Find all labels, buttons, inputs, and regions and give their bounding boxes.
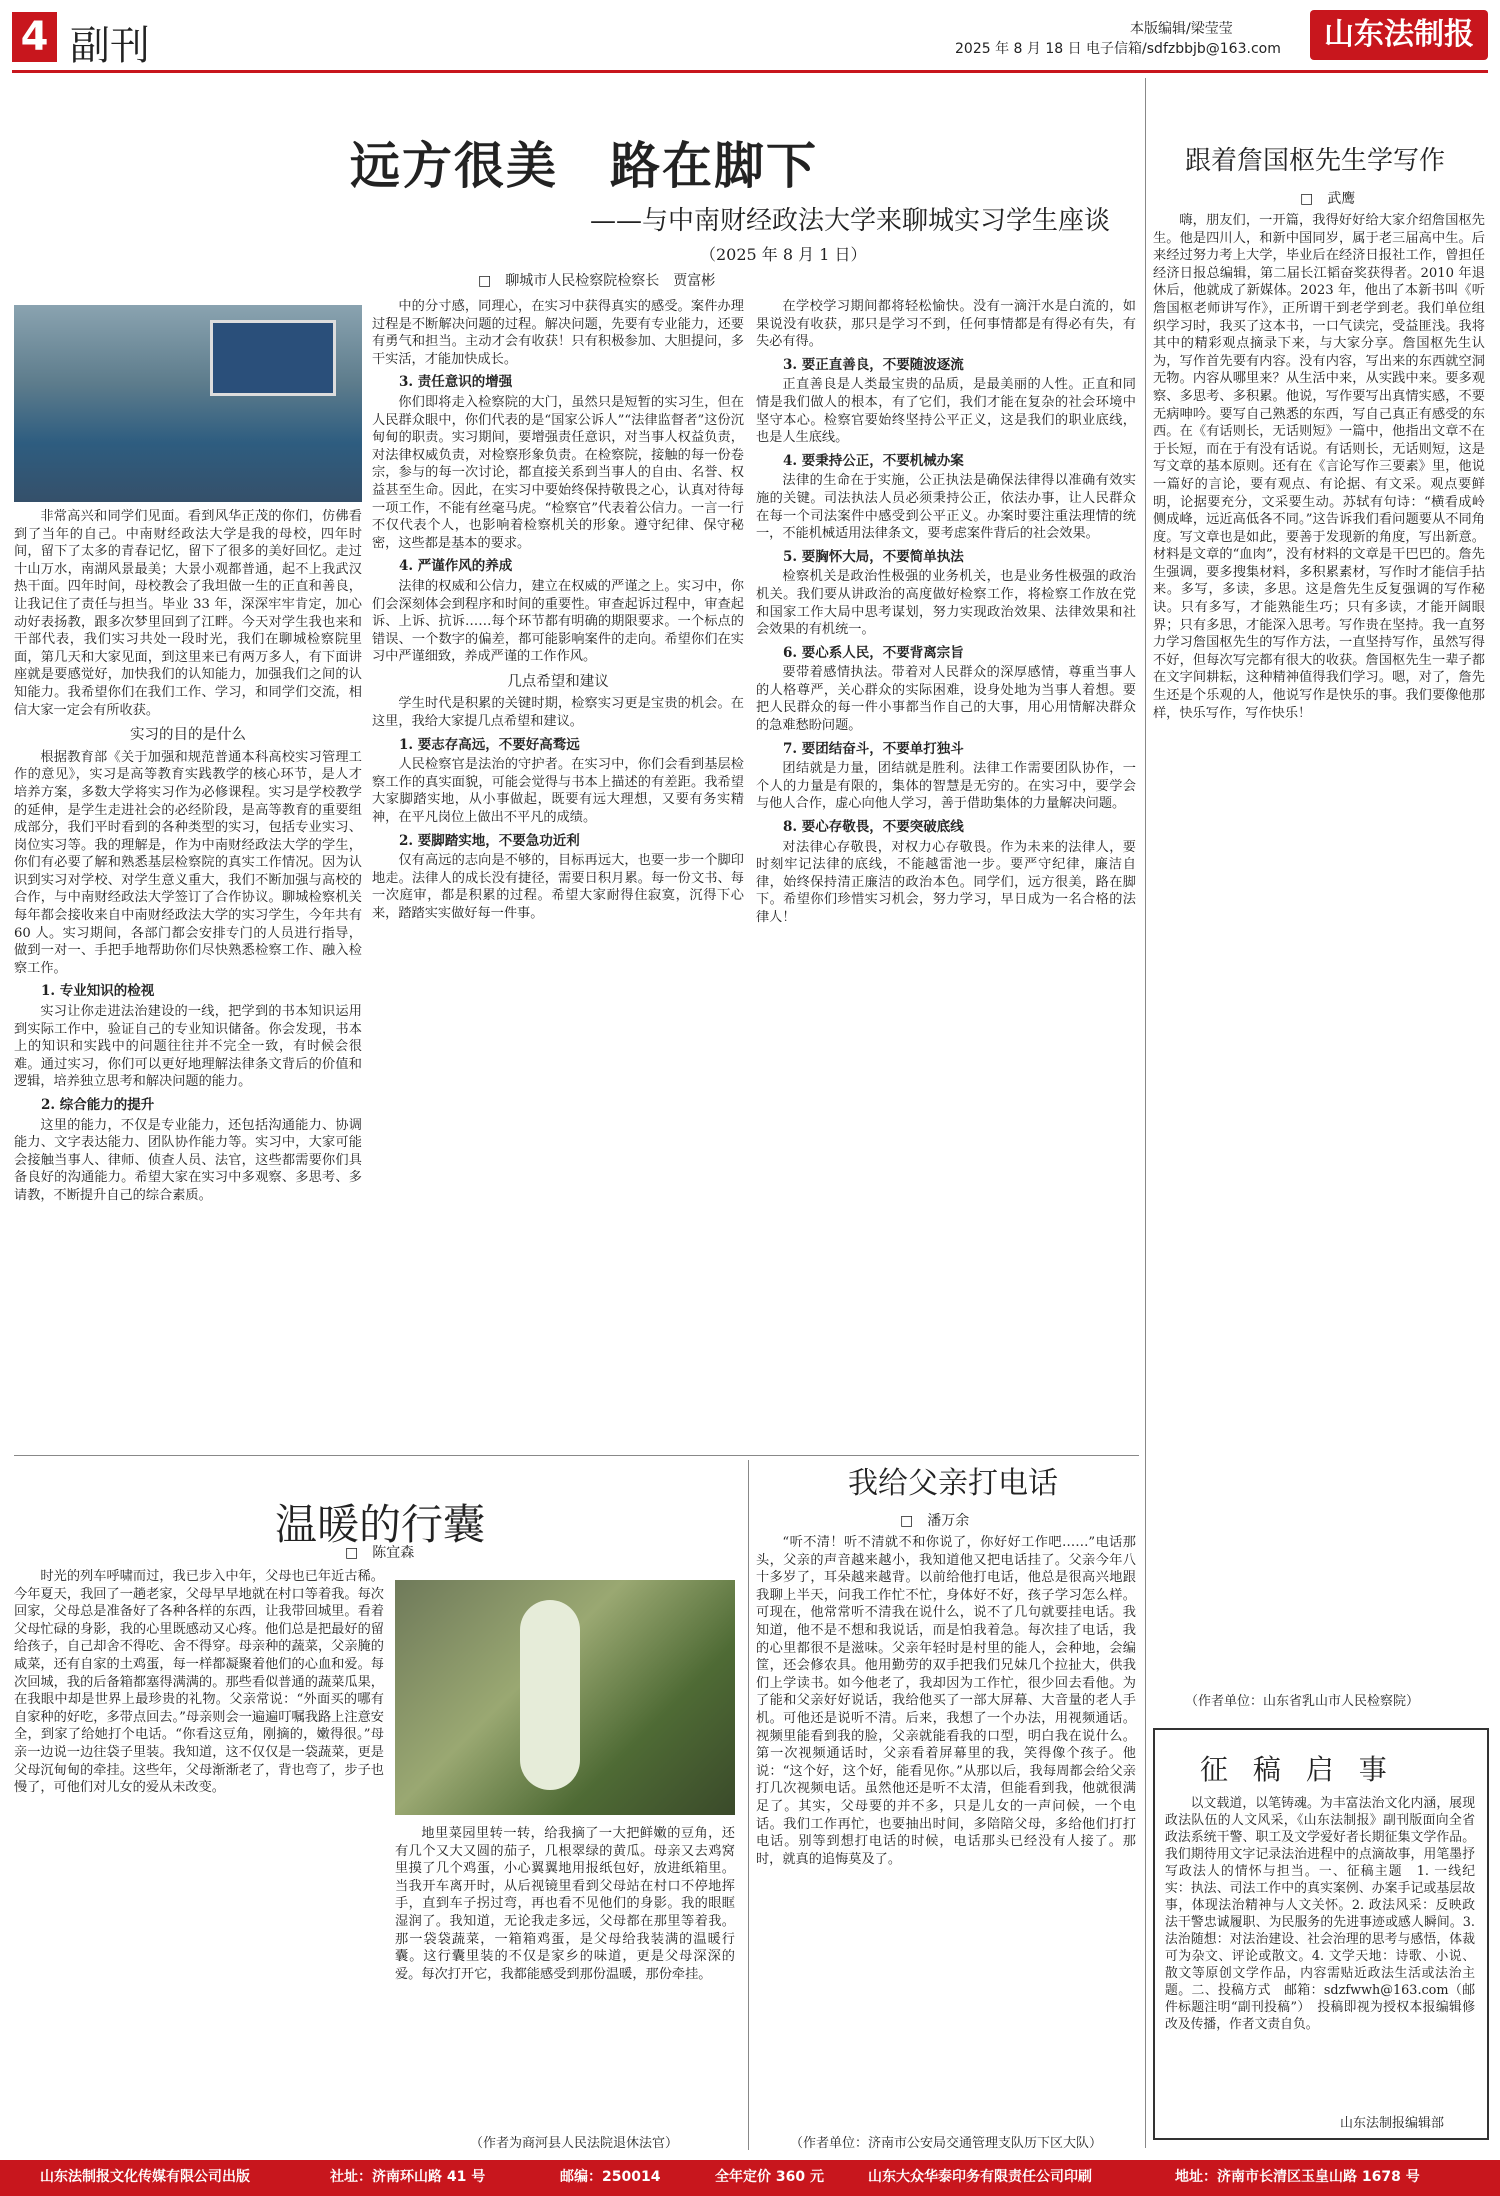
footer-publisher: 山东法制报文化传媒有限公司出版 bbox=[40, 2169, 250, 2185]
paragraph: 对法律心存敬畏，对权力心存敬畏。作为未来的法律人，要时刻牢记法律的底线，不能越雷池一步。要严守纪律，廉洁自律，始终保持清正廉洁的政治本色。同学们，远方很美，路在脚下。希望你们珍惜实习机会，努力学习，早日成为一名合格的法律人！ bbox=[756, 839, 1136, 925]
article1-title: 远方很美 路在脚下 bbox=[350, 136, 818, 195]
article3-title: 温暖的行囊 bbox=[275, 1500, 486, 1549]
paragraph: 实习让你走进法治建设的一线，把学到的书本知识运用到实际工作中，验证自己的专业知识储备。你会发现，书本上的知识和实践中的问题往往并不完全一致，有时候会很难。通过实习，你们可以更好地理解法律条文背后的价值和逻辑，培养独立思考和解决问题的能力。 bbox=[14, 1004, 362, 1090]
footer-printer-address: 地址：济南市长清区玉皇山路 1678 号 bbox=[1175, 2169, 1420, 2185]
page-number-badge: 4 bbox=[12, 12, 57, 62]
vegetables-photo bbox=[395, 1580, 735, 1815]
article3-body-left bbox=[14, 1568, 384, 2153]
paragraph: 这里的能力，不仅是专业能力，还包括沟通能力、协调能力、文字表达能力、团队协作能力等。实习中，大家可能会接触当事人、律师、侦查人员、法官，这些都需要你们具备良好的沟通能力。希望大家在实习中多观察、多思考、多请教，不断提升自己的综合素质。 bbox=[14, 1117, 362, 1203]
paragraph: 学生时代是积累的关键时期，检察实习更是宝贵的机会。在这里，我给大家提几点希望和建议。 bbox=[372, 696, 744, 730]
footer-printer: 山东大众华泰印务有限责任公司印刷 bbox=[868, 2169, 1092, 2185]
subheading: 几点希望和建议 bbox=[507, 673, 609, 690]
subheading: 1. 专业知识的检视 bbox=[41, 983, 155, 1000]
article2-body bbox=[1153, 212, 1485, 1682]
paragraph: “听不清！听不清就不和你说了，你好好工作吧……”电话那头，父亲的声音越来越小，我知道他又把电话挂了。父亲今年八十多岁了，耳朵越来越背。以前给他打电话，他总是很高兴地跟我聊上半天，问我工作忙不忙，身体好不好，孩子学习怎么样。可现在，他常常听不清我在说什么，说不了几句就要挂电话。我知道，他不是不想和我说话，而是怕我着急。每次挂了电话，我的心里都很不是滋味。父亲年轻时是村里的能人，会种地，会编筐，还会修农具。他用勤劳的双手把我们兄妹几个拉扯大，供我们上学读书。如今他老了，我却因为工作忙，很少回去看他。为了能和父亲好好说话，我给他买了一部大屏幕、大音量的老人手机。可他还是说听不清。后来，我想了一个办法，用视频通话。视频里能看到我的脸，父亲就能看我的口型，明白我在说什么。第一次视频通话时，父亲看着屏幕里的我，笑得像个孩子。他说：“这个好，这个好，能看见你。”从那以后，我每周都会给父亲打几次视频电话。虽然他还是听不太清，但能看到我，他就很满足了。其实，父母要的并不多，只是儿女的一声问候，一个电话。我们工作再忙，也要抽出时间，多陪陪父母，多给他们打打电话。别等到想打电话的时候，电话那头已经没有人接了。那时，就真的追悔莫及了。 bbox=[756, 1535, 1136, 1867]
header-rule bbox=[12, 70, 1488, 73]
article1-author: □ 聊城市人民检察院检察长 贾富彬 bbox=[478, 273, 716, 289]
notice-sign: 山东法制报编辑部 bbox=[1340, 2116, 1445, 2131]
subheading: 实习的目的是什么 bbox=[130, 727, 246, 744]
subheading: 6. 要心系人民，不要背离宗旨 bbox=[783, 644, 964, 661]
paragraph: 法律的生命在于实施，公正执法是确保法律得以准确有效实施的关键。司法执法人员必须秉持公正，依法办事，让人民群众在每一个司法案件中感受到公平正义。办案时要注重法理情的统一，不能机械适用法律条文，要考虑案件背后的社会效果。 bbox=[756, 473, 1136, 542]
gourd bbox=[520, 1600, 580, 1790]
notice-body bbox=[1165, 1795, 1475, 2100]
paragraph: 中的分寸感，同理心，在实习中获得真实的感受。案件办理过程是不断解决问题的过程。解决问题，先要有专业能力，还要有勇气和担当。主动才会有收获！只有积极参加、大胆提问，多干实活，才能加快成长。 bbox=[372, 299, 744, 367]
article1-col3 bbox=[756, 298, 1136, 1448]
footer-price: 全年定价 360 元 bbox=[715, 2169, 824, 2185]
paragraph: 地里菜园里转一转，给我摘了一大把鲜嫩的豆角，还有几个又大又圆的茄子，几根翠绿的黄瓜。母亲又去鸡窝里摸了几个鸡蛋，小心翼翼地用报纸包好，放进纸箱里。当我开车离开时，从后视镜里看到父母站在村口不停地挥手，直到车子拐过弯，再也看不见他们的身影。我的眼眶湿润了。我知道，无论我走多远，父母都在那里等着我。那一袋袋蔬菜，一箱箱鸡蛋，是父母给我装满的温暖行囊。这行囊里装的不仅是家乡的味道，更是父母深深的爱。每次打开它，我都能感受到那份温暖，那份牵挂。 bbox=[395, 1826, 735, 1982]
column-divider bbox=[748, 1460, 749, 2150]
paragraph: 以文载道，以笔铸魂。为丰富法治文化内涵，展现政法队伍的人文风采，《山东法制报》副刊版面向全省政法系统干警、职工及文学爱好者长期征集文学作品。我们期待用文字记录法治进程中的点滴故事，用笔墨抒写政法人的情怀与担当。一、征稿主题 1. 一线纪实：执法、司法工作中的真实案例、办案手记或基层故事，体现法治精神与人文关怀。2. 政法风采：反映政法干警忠诚履职、为民服务的先进事迹或感人瞬间。3. 法治随想：对法治建设、社会治理的思考与感悟，体裁可为杂文、评论或散文。4. 文学天地：诗歌、小说、散文等原创文学作品，内容需贴近政法生活或法治主题。二、投稿方式 邮箱：sdzfwwh@163.com（邮件标题注明“副刊投稿”） 投稿即视为授权本报编辑修改及传播，作者文责自负。 bbox=[1165, 1796, 1475, 2032]
conference-photo bbox=[14, 305, 362, 502]
column-divider bbox=[1145, 78, 1146, 2148]
subheading: 3. 责任意识的增强 bbox=[399, 374, 513, 391]
paragraph: 时光的列车呼啸而过，我已步入中年，父母也已年近古稀。今年夏天，我回了一趟老家，父母早早地就在村口等着我。每次回家，父母总是准备好了各种各样的东西，让我带回城里。看着父母忙碌的身影，我的心里既感动又心疼。他们总是把最好的留给孩子，自己却舍不得吃、舍不得穿。母亲种的蔬菜，父亲腌的咸菜，还有自家的土鸡蛋，每一样都凝聚着他们的心血和爱。每次回城，我的后备箱都塞得满满的。那些看似普通的蔬菜瓜果，在我眼中却是世界上最珍贵的礼物。父亲常说：“外面买的哪有自家种的好吃，多带点回去。”母亲则会一遍遍叮嘱我路上注意安全，到家了给她打个电话。“你看这豆角，刚摘的，嫩得很。”母亲一边说一边往袋子里装。我知道，这不仅仅是一袋蔬菜，更是父母沉甸甸的牵挂。这些年，父母渐渐老了，背也弯了，步子也慢了，可他们对儿女的爱从未改变。 bbox=[14, 1569, 384, 1796]
article2-title: 跟着詹国枢先生学写作 bbox=[1185, 146, 1446, 176]
article4-body bbox=[756, 1534, 1136, 2126]
footer-postcode: 邮编：250014 bbox=[560, 2169, 661, 2185]
article4-title: 我给父亲打电话 bbox=[848, 1466, 1058, 1501]
article2-author: □ 武鹰 bbox=[1300, 191, 1356, 207]
newspaper-logo: 山东法制报 bbox=[1310, 10, 1488, 60]
article3-author: □ 陈宜森 bbox=[345, 1545, 415, 1561]
subheading: 5. 要胸怀大局，不要简单执法 bbox=[783, 548, 964, 565]
paragraph: 要带着感情执法。带着对人民群众的深厚感情，尊重当事人的人格尊严，关心群众的实际困难，设身处地为当事人着想。要把人民群众的每一件小事都当作自己的大事，用心用情解决群众的急难愁盼问题。 bbox=[756, 665, 1136, 734]
paragraph: 根据教育部《关于加强和规范普通本科高校实习管理工作的意见》，实习是高等教育实践教学的核心环节，是人才培养方案，多数大学将实习作为必修课程。实习是学校教学的延伸，是学生走进社会的必经阶段，是高等教育的重要组成部分，我们平时看到的各种类型的实习，包括专业实习、岗位实习等。我的理解是，作为中南财经政法大学的学生，你们有必要了解和熟悉基层检察院的真实工作情况。因为认识到实习对学校、对学生意义重大，我们不断加强与高校的合作，与中南财经政法大学签订了合作协议。聊城检察机关每年都会接收来自中南财经政法大学的实习学生，今年共有 60 人。实习期间，各部门都会安排专门的人员进行指导，做到一对一、手把手地帮助你们尽快熟悉检察工作、融入检察工作。 bbox=[14, 749, 362, 976]
paragraph: 正直善良是人类最宝贵的品质，是最美丽的人性。正直和同情是我们做人的根本，有了它们，我们才能在复杂的社会环境中坚守本心。检察官要始终坚持公平正义，这是我们的职业底线，也是人生底线。 bbox=[756, 377, 1136, 446]
subheading: 4. 严谨作风的养成 bbox=[399, 558, 513, 575]
article1-date: （2025 年 8 月 1 日） bbox=[700, 245, 867, 264]
article1-subtitle: ——与中南财经政法大学来聊城实习学生座谈 bbox=[590, 206, 1111, 236]
paragraph: 你们即将走入检察院的大门，虽然只是短暂的实习生，但在人民群众眼中，你们代表的是“国家公诉人”“法律监督者”这份沉甸甸的职责。实习期间，要增强责任意识，对当事人权益负责，对法律权威负责，对检察形象负责。在检察院，接触的每一份卷宗，参与的每一次讨论，都直接关系到当事人的自由、名誉、权益甚至生命。因此，在实习中要始终保持敬畏之心，认真对待每一项工作，不能有丝毫马虎。“检察官”代表着公信力。一言一行不仅代表个人，也影响着检察机关的形象。遵守纪律、保守秘密，这些都是基本的要求。 bbox=[372, 394, 744, 551]
subheading: 2. 综合能力的提升 bbox=[41, 1097, 155, 1113]
subheading: 4. 要秉持公正，不要机械办案 bbox=[783, 452, 964, 469]
section-divider bbox=[14, 1455, 1139, 1456]
article1-col2 bbox=[372, 298, 744, 1448]
subheading: 8. 要心存敬畏，不要突破底线 bbox=[783, 819, 964, 836]
paragraph: 非常高兴和同学们见面。看到风华正茂的你们，仿佛看到了当年的自己。中南财经政法大学是我的母校，四年时间，留下了太多的青春记忆，留下了很多的美好回忆。走过十山万水，南湖风景最美；大景小观都普通，起不上我武汉热干面。四年时间，母校教会了我坦做一生的正直和善良，让我记住了责任与担当。毕业 33 年，深深牢牢肯定，加心动好表扬教，跟多次梦里回到了江畔。今天对学生我也来和干部代表，我们实习共处一段时光，我们在聊城检察院里面，第几天和大家见面，到这里来已有两万多人，有下面讲座就是要感觉好，加快我们的认知能力，加强我们之间的认知能力。我希望你们在我们工作、学习，和同学们交流，相信大家一定会有所收获。 bbox=[14, 509, 362, 718]
date-email-line: 2025 年 8 月 18 日 电子信箱/sdfzbbjb@163.com bbox=[955, 41, 1281, 57]
paragraph: 仅有高远的志向是不够的，目标再远大，也要一步一个脚印地走。法律人的成长没有捷径，需要日积月累。每一份文书、每一次庭审，都是积累的过程。希望大家耐得住寂寞，沉得下心来，踏踏实实做好每一件事。 bbox=[372, 853, 744, 921]
paragraph: 法律的权威和公信力，建立在权威的严谨之上。实习中，你们会深刻体会到程序和时间的重要性。审查起诉过程中，审查起诉、上诉、抗诉……每个环节都有明确的期限要求。一个标点的错误、一个数字的偏差，都可能影响案件的走向。希望你们在实习中严谨细致，养成严谨的工作作风。 bbox=[372, 578, 744, 665]
paragraph: 人民检察官是法治的守护者。在实习中，你们会看到基层检察工作的真实面貌，可能会觉得与书本上描述的有差距。我希望大家脚踏实地，从小事做起，既要有远大理想，又要有务实精神，在平凡岗位上做出不平凡的成绩。 bbox=[372, 757, 744, 826]
subheading: 3. 要正直善良，不要随波逐流 bbox=[783, 356, 964, 373]
paragraph: 检察机关是政治性极强的业务机关，也是业务性极强的政治机关。我们要从讲政治的高度做好检察工作，将检察工作放在党和国家工作大局中思考谋划，努力实现政治效果、法律效果和社会效果的有机统一。 bbox=[756, 569, 1136, 638]
paragraph: 团结就是力量，团结就是胜利。法律工作需要团队协作，一个人的力量是有限的，集体的智慧是无穷的。在实习中，要学会与他人合作，虚心向他人学习，善于借助集体的力量解决问题。 bbox=[756, 761, 1136, 812]
subheading: 2. 要脚踏实地，不要急功近利 bbox=[399, 832, 580, 849]
editor-line: 本版编辑/梁莹莹 bbox=[1130, 21, 1233, 37]
article3-unit: （作者为商河县人民法院退休法官） bbox=[470, 2136, 679, 2151]
subheading: 7. 要团结奋斗，不要单打独斗 bbox=[783, 740, 964, 757]
article3-body-right bbox=[395, 1825, 735, 2125]
article4-unit: （作者单位：济南市公安局交通管理支队历下区大队） bbox=[790, 2136, 1103, 2151]
footer-address: 社址：济南环山路 41 号 bbox=[330, 2169, 486, 2185]
article2-unit: （作者单位：山东省乳山市人民检察院） bbox=[1185, 1694, 1420, 1709]
article4-author: □ 潘万余 bbox=[900, 1513, 970, 1529]
projection-screen bbox=[210, 320, 336, 396]
subheading: 1. 要志存高远，不要好高骛远 bbox=[399, 736, 580, 753]
paragraph: 嗨，朋友们，一开篇，我得好好给大家介绍詹国枢先生。他是四川人，和新中国同岁，属于老三届高中生。后来经过努力考上大学，毕业后在经济日报社工作，曾担任经济日报总编辑，第二届长江韬奋奖获得者。2010 年退休后，他就成了新媒体。2023 年，他出了本新书叫《听詹国枢老师讲写作》，正所谓干到老学到老。我们单位组织学习时，我买了这本书，一口气读完，受益匪浅。我将其中的精彩观点摘录下来，与大家分享。詹国枢先生认为，写作首先要有内容。没有内容，写出来的东西就空洞无物。内容从哪里来？从生活中来，从实践中来。要多观察、多思考、多积累。他说，写作要写出真情实感，不要无病呻吟。要写自己熟悉的东西，写自己真正有感受的东西。在《有话则长，无话则短》一篇中，他指出文章不在于长短，而在于有没有话说。有话则长，无话则短，这是写文章的基本原则。还有在《言论写作三要素》里，他说一篇好的言论，要有观点、有论据、有文采。观点要鲜明，论据要充分，文采要生动。苏轼有句诗：“横看成岭侧成峰，远近高低各不同。”这告诉我们看问题要从不同角度。写文章也是如此，要善于发现新的角度，写出新意。材料是文章的“血肉”，没有材料的文章是干巴巴的。詹先生强调，要多搜集材料，多积累素材，写作时才能信手拈来。多写，多读，多思。这是詹先生反复强调的写作秘诀。只有多写，才能熟能生巧；只有多读，才能开阔眼界；只有多思，才能深入思考。写作贵在坚持。我一直努力学习詹国枢先生的写作方法，一直坚持写作，虽然写得不好，但每次写完都有很大的收获。詹国枢先生一辈子都在文字间耕耘，这种精神值得我们学习。嗯，对了，詹先生还是个乐观的人，他说写作是快乐的事。我们要像他那样，快乐写作，写作快乐！ bbox=[1153, 213, 1485, 721]
notice-title: 征 稿 启 事 bbox=[1200, 1753, 1395, 1786]
section-title: 副刊 bbox=[70, 23, 150, 69]
paragraph: 在学校学习期间都将轻松愉快。没有一滴汗水是白流的，如果说没有收获，那只是学习不到，任何事情都是有得必有失，有失必有得。 bbox=[756, 299, 1136, 350]
